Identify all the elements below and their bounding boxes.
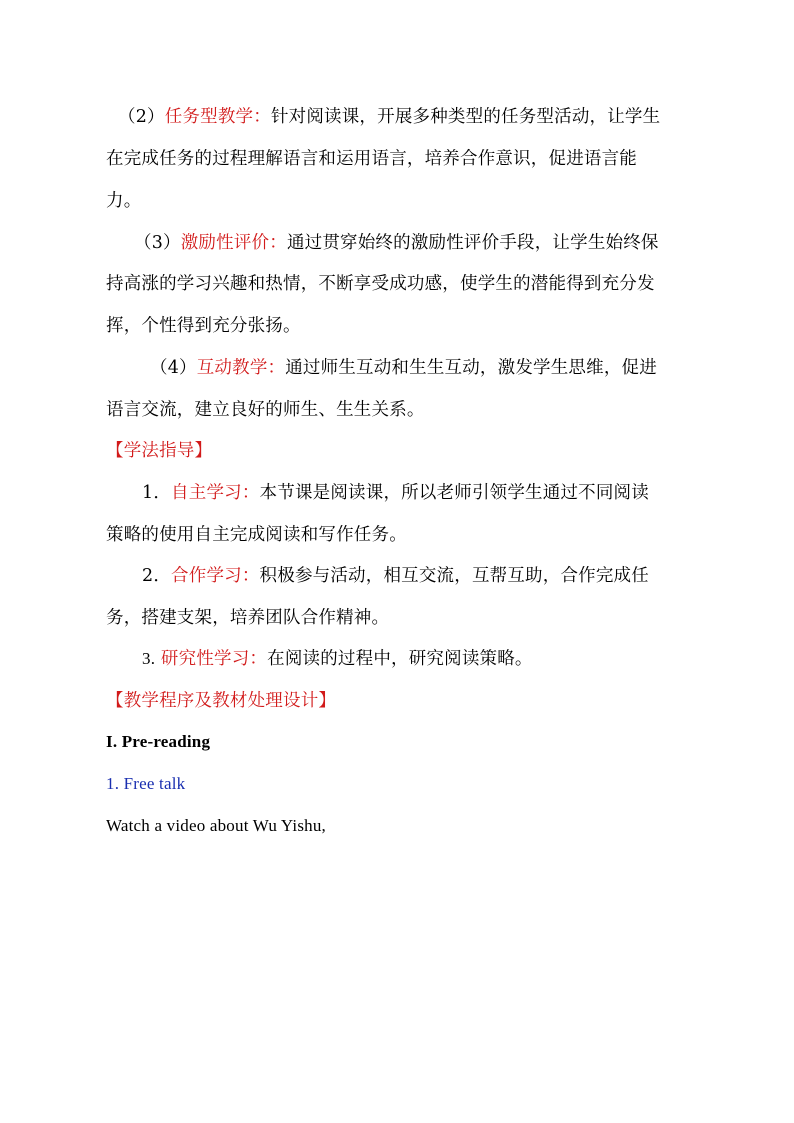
section-pre-reading: I. Pre-reading	[106, 732, 211, 751]
cooperative-text-1: 积极参与活动，相互交流，互帮互助，合作完成任	[259, 566, 649, 586]
incentive-text-3: 挥，个性得到充分张扬。	[106, 316, 301, 336]
interactive-line-2	[106, 397, 425, 423]
autonomous-text-1: 本节课是阅读课，所以老师引领学生通过不同阅读	[259, 483, 649, 503]
interactive-title: 互动教学：	[196, 358, 286, 378]
autonomous-number: 1．	[142, 483, 172, 503]
autonomous-title: 自主学习：	[171, 483, 260, 503]
interactive-text-1: 通过师生互动和生生互动，激发学生思维，促进	[285, 358, 657, 378]
interactive-line-1	[150, 355, 657, 381]
research-text-1: 在阅读的过程中，研究阅读策略。	[267, 649, 533, 669]
cooperative-line-2	[106, 605, 389, 631]
task-teaching-line-2	[106, 146, 637, 172]
research-line-1	[142, 646, 533, 672]
task-teaching-line-3	[106, 188, 141, 214]
incentive-line-2	[106, 271, 655, 297]
incentive-line-1	[134, 230, 659, 256]
cooperative-text-2: 务，搭建支架，培养团队合作精神。	[106, 608, 390, 628]
research-title: 研究性学习：	[160, 649, 268, 669]
task-teaching-number: （2）	[118, 107, 165, 127]
interactive-number: （4）	[150, 358, 197, 378]
cooperative-line-1	[142, 563, 649, 589]
incentive-text-1: 通过贯穿始终的激励性评价手段，让学生始终保	[286, 233, 659, 253]
research-number: 3.	[142, 649, 156, 668]
autonomous-line-2	[106, 522, 407, 548]
task-teaching-text-3: 力。	[106, 191, 142, 211]
task-teaching-text-1: 针对阅读课，开展多种类型的任务型活动，让学生	[270, 107, 661, 127]
task-teaching-line-1	[118, 104, 660, 130]
incentive-text-2: 持高涨的学习兴趣和热情，不断享受成功感，使学生的潜能得到充分发	[106, 274, 655, 294]
autonomous-line-1	[142, 480, 649, 506]
incentive-title: 激励性评价：	[180, 233, 287, 253]
body-text-video: Watch a video about Wu Yishu,	[106, 816, 326, 835]
autonomous-text-2: 策略的使用自主完成阅读和写作任务。	[106, 525, 407, 545]
task-teaching-text-2: 在完成任务的过程理解语言和运用语言，培养合作意识，促进语言能	[106, 149, 637, 169]
cooperative-number: 2．	[142, 566, 172, 586]
study-guide-heading: 【学法指导】	[106, 441, 213, 461]
incentive-number: （3）	[134, 233, 181, 253]
cooperative-title: 合作学习：	[171, 566, 260, 586]
task-teaching-title: 任务型教学：	[164, 107, 271, 127]
subsection-free-talk: 1. Free talk	[106, 774, 186, 793]
incentive-line-3	[106, 313, 301, 339]
procedure-heading: 【教学程序及教材处理设计】	[106, 691, 337, 711]
interactive-text-2: 语言交流，建立良好的师生、生生关系。	[106, 400, 425, 420]
